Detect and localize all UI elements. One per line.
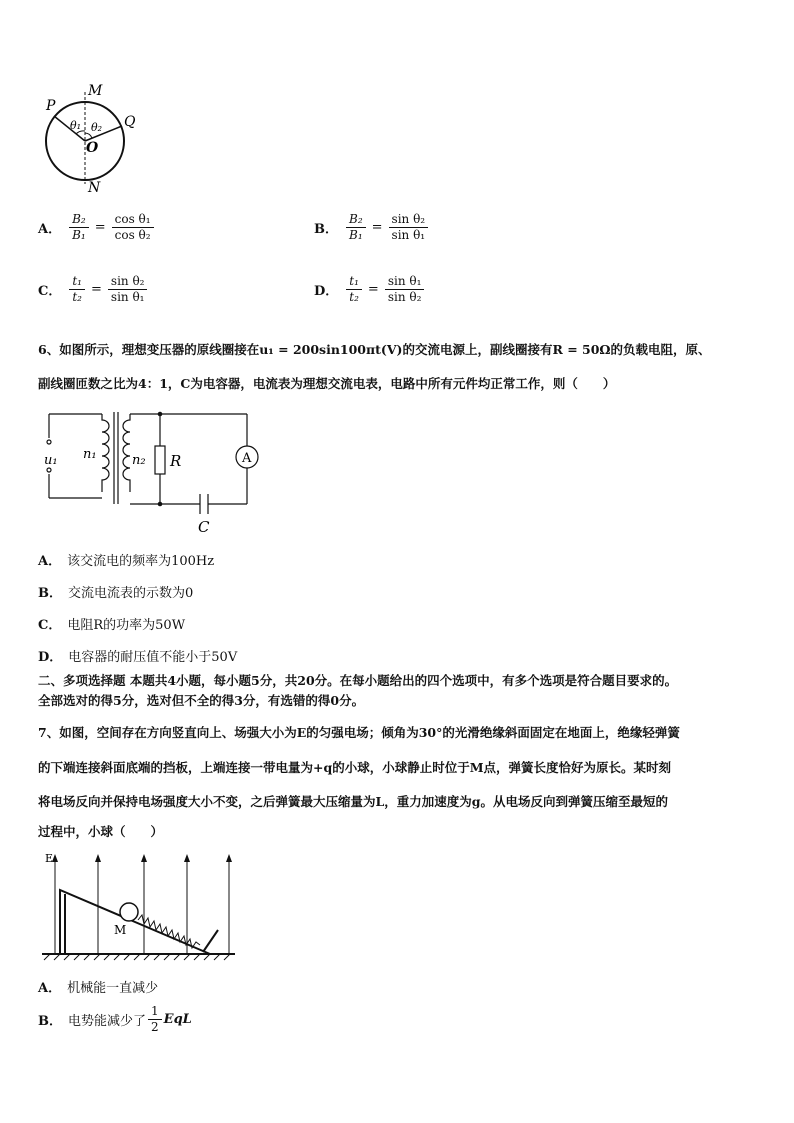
q5-circle-figure [36, 80, 136, 195]
q5-d-lhs-den: t₂ [349, 290, 359, 304]
q5-option-c[interactable]: C． $\frac{\text{t₁}}{\text{t₂}}$ = $\frac{\text{sin θ₂}}{\text{sin θ₁}}$ [38, 274, 149, 305]
q7-stem-line2: 的下端连接斜面底端的挡板，上端连接一带电量为+q的小球，小球静止时位于M点，弹簧长度恰好为原长。某时刻 [38, 760, 672, 775]
q7-stem-line4: 过程中，小球（ ） [38, 824, 164, 839]
q5-a-lhs-den: B₁ [72, 228, 86, 242]
q5-option-a-label: A． [38, 222, 62, 237]
q7-option-b-label: B． [38, 1014, 62, 1029]
q6-option-d-label: D． [38, 650, 63, 665]
q6-label-n2: n₂ [132, 453, 146, 468]
q5-d-rhs-num: sin θ₁ [385, 274, 425, 290]
q5-label-q: Q [124, 114, 136, 130]
q7-option-b-text-after: EqL [163, 1012, 192, 1027]
q5-label-o: O [86, 140, 99, 156]
q7-option-a[interactable] [38, 977, 158, 996]
q7-option-b-text-before: 电势能减少了 [68, 1014, 147, 1029]
q5-option-a[interactable]: A． $\frac{\text{B₂}}{\text{B₁}}$ = $\frac{\text{cos θ₁}}{\text{cos θ₂}}$ [38, 212, 156, 243]
q6-option-a-label: A． [38, 554, 62, 569]
q7-b-frac-den: 2 [151, 1020, 159, 1034]
q6-label-c: C [198, 518, 210, 536]
q6-option-a[interactable] [38, 550, 214, 569]
q7-b-frac-num: 1 [148, 1004, 162, 1020]
q6-option-b-text: 交流电流表的示数为0 [68, 586, 194, 601]
q6-option-d[interactable] [38, 646, 237, 665]
q5-label-m: M [88, 83, 103, 99]
q6-option-b-label: B． [38, 586, 62, 601]
q7-stem-line1: 7、如图，空间存在方向竖直向上、场强大小为E的匀强电场；倾角为30°的光滑绝缘斜面固定在地面上，绝缘轻弹簧 [38, 725, 680, 740]
q6-option-c[interactable] [38, 614, 185, 633]
section2-heading-line1: 二、多项选择题 本题共4小题，每小题5分，共20分。在每小题给出的四个选项中，有多个选项是符合题目要求的。 [38, 673, 678, 688]
q7-option-b[interactable] [38, 1004, 192, 1035]
q6-label-n1: n₁ [83, 447, 97, 462]
q5-c-lhs-den: t₂ [72, 290, 82, 304]
q5-b-rhs-num: sin θ₂ [389, 212, 429, 228]
q6-option-c-label: C． [38, 618, 62, 633]
q6-circuit-figure [40, 408, 270, 536]
q6-stem-line2: 副线圈匝数之比为4：1，C为电容器，电流表为理想交流电表，电路中所有元件均正常工作，则（ ） [38, 376, 616, 391]
q6-label-u1: u₁ [44, 453, 58, 468]
q5-label-theta2: θ₂ [91, 121, 103, 134]
q5-c-rhs-den: sin θ₁ [110, 290, 145, 304]
q5-label-n: N [88, 180, 101, 195]
q5-option-b[interactable]: B． $\frac{\text{B₂}}{\text{B₁}}$ = $\frac{\text{sin θ₂}}{\text{sin θ₁}}$ [314, 212, 430, 243]
q7-option-a-label: A． [38, 981, 62, 996]
q6-option-a-text: 该交流电的频率为100Hz [67, 554, 215, 569]
q5-b-rhs-den: sin θ₁ [391, 228, 426, 242]
q5-option-c-label: C． [38, 284, 62, 299]
q5-label-theta1: θ₁ [70, 119, 82, 132]
q5-option-d[interactable]: D． $\frac{\text{t₁}}{\text{t₂}}$ = $\frac{\text{sin θ₁}}{\text{sin θ₂}}$ [314, 274, 426, 305]
q5-option-d-label: D． [314, 284, 339, 299]
q6-label-r: R [170, 452, 182, 470]
section2-heading-line2: 全部选对的得5分，选对但不全的得3分，有选错的得0分。 [38, 693, 365, 708]
q6-option-d-text: 电容器的耐压值不能小于50V [68, 650, 238, 665]
q5-b-lhs-num: B₂ [346, 212, 366, 228]
q5-a-lhs-num: B₂ [69, 212, 89, 228]
q6-option-b[interactable] [38, 582, 193, 601]
q5-label-p: P [46, 98, 56, 114]
q5-option-b-label: B． [314, 222, 338, 237]
q7-label-m: M [114, 923, 127, 937]
q5-d-rhs-den: sin θ₂ [387, 290, 422, 304]
q6-label-a: A [242, 451, 252, 466]
q5-d-lhs-num: t₁ [346, 274, 362, 290]
q5-a-rhs-num: cos θ₁ [112, 212, 154, 228]
q5-c-lhs-num: t₁ [69, 274, 85, 290]
q6-stem-line1: 6、如图所示，理想变压器的原线圈接在u₁ = 200sin100πt(V)的交流电源上，副线圈接有R = 50Ω的负载电阻，原、 [38, 342, 711, 357]
q7-stem-line3: 将电场反向并保持电场强度大小不变，之后弹簧最大压缩量为L，重力加速度为g。从电场反向到弹簧压缩至最短的 [38, 794, 669, 809]
q7-incline-figure [40, 846, 240, 966]
q6-option-c-text: 电阻R的功率为50W [67, 618, 186, 633]
q5-b-lhs-den: B₁ [349, 228, 363, 242]
q7-option-a-text: 机械能一直减少 [67, 981, 159, 996]
q5-a-rhs-den: cos θ₂ [114, 228, 151, 242]
q5-c-rhs-num: sin θ₂ [108, 274, 148, 290]
q7-label-e: E [45, 852, 54, 865]
